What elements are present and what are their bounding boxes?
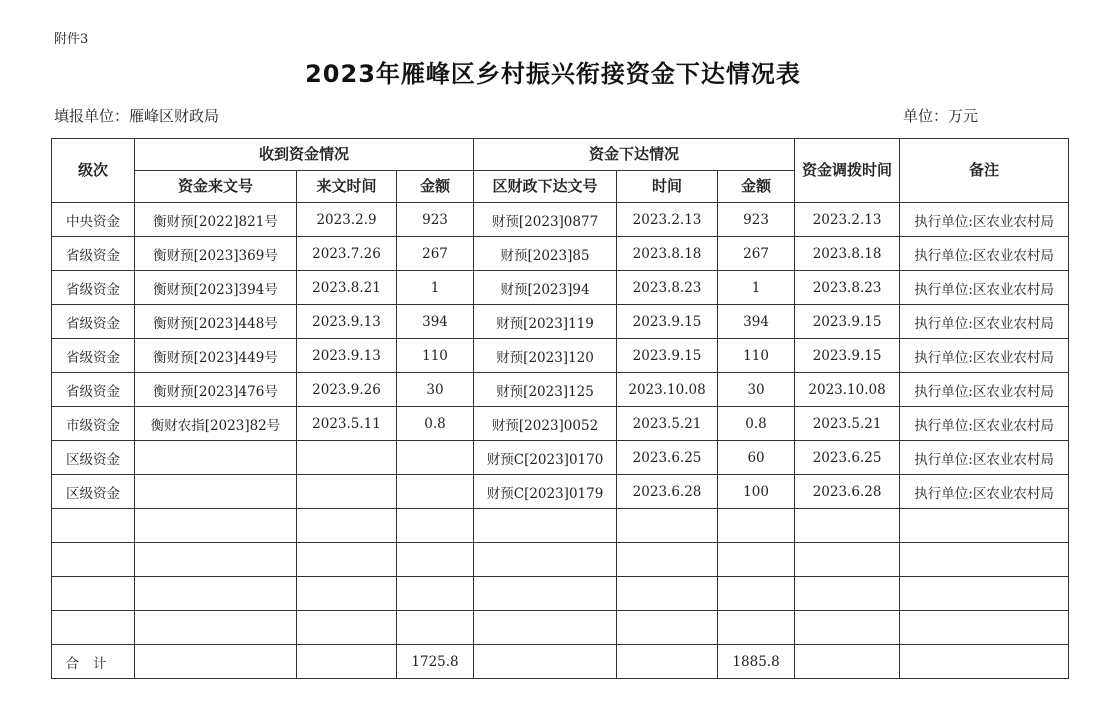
- cell-level: 省级资金: [52, 237, 135, 271]
- cell-level: 市级资金: [52, 407, 135, 441]
- cell-doc-no: [135, 577, 297, 611]
- cell-doc-time: [297, 543, 397, 577]
- cell-level: 中央资金: [52, 203, 135, 237]
- cell-issue-doc: 财预[2023]120: [474, 339, 617, 373]
- cell-issue-doc: [474, 645, 617, 679]
- header-level: 级次: [52, 139, 135, 203]
- cell-issue-time: 2023.2.13: [617, 203, 718, 237]
- cell-transfer-time: 2023.9.15: [795, 305, 900, 339]
- cell-issue-time: 2023.8.23: [617, 271, 718, 305]
- header-remark: 备注: [900, 139, 1069, 203]
- cell-amount: [397, 577, 474, 611]
- cell-issue-time: [617, 577, 718, 611]
- cell-issue-doc: 财预[2023]125: [474, 373, 617, 407]
- header-issue-time: 时间: [617, 171, 718, 203]
- cell-level: [52, 543, 135, 577]
- cell-amount: [397, 441, 474, 475]
- cell-issue-time: 2023.8.18: [617, 237, 718, 271]
- header-doc-time: 来文时间: [297, 171, 397, 203]
- cell-amount: 267: [397, 237, 474, 271]
- cell-issue-doc: 财预C[2023]0170: [474, 441, 617, 475]
- cell-amount: [397, 509, 474, 543]
- table-row: [52, 475, 1069, 509]
- table-row: [52, 373, 1069, 407]
- cell-level: 合计: [52, 645, 135, 679]
- cell-issue-doc: [474, 577, 617, 611]
- attachment-label: 附件3: [54, 32, 89, 47]
- cell-amount: [397, 543, 474, 577]
- table-row: [52, 611, 1069, 645]
- cell-transfer-time: 2023.10.08: [795, 373, 900, 407]
- cell-remark: 执行单位:区农业农村局: [900, 305, 1069, 339]
- table-body: [52, 203, 1069, 679]
- header-doc-no: 资金来文号: [135, 171, 297, 203]
- cell-remark: 执行单位:区农业农村局: [900, 271, 1069, 305]
- cell-remark: 执行单位:区农业农村局: [900, 237, 1069, 271]
- cell-doc-time: 2023.8.21: [297, 271, 397, 305]
- cell-doc-no: 衡财预[2023]448号: [135, 305, 297, 339]
- cell-doc-time: [297, 509, 397, 543]
- cell-issue-doc: 财预[2023]119: [474, 305, 617, 339]
- cell-level: 省级资金: [52, 339, 135, 373]
- cell-remark: 执行单位:区农业农村局: [900, 203, 1069, 237]
- cell-issue-doc: [474, 509, 617, 543]
- cell-doc-no: 衡财预[2022]821号: [135, 203, 297, 237]
- cell-doc-time: 2023.2.9: [297, 203, 397, 237]
- cell-issue-doc: 财预C[2023]0179: [474, 475, 617, 509]
- cell-transfer-time: 2023.8.18: [795, 237, 900, 271]
- cell-remark: 执行单位:区农业农村局: [900, 373, 1069, 407]
- cell-level: 区级资金: [52, 441, 135, 475]
- cell-remark: [900, 645, 1069, 679]
- cell-issue-doc: 财预[2023]0052: [474, 407, 617, 441]
- cell-level: 省级资金: [52, 373, 135, 407]
- table-row: [52, 339, 1069, 373]
- cell-remark: 执行单位:区农业农村局: [900, 407, 1069, 441]
- cell-remark: 执行单位:区农业农村局: [900, 339, 1069, 373]
- cell-issue-amount: 923: [718, 203, 795, 237]
- table-row: [52, 441, 1069, 475]
- cell-doc-no: [135, 441, 297, 475]
- table-row: [52, 271, 1069, 305]
- table-row: [52, 237, 1069, 271]
- cell-transfer-time: [795, 543, 900, 577]
- cell-issue-amount: 110: [718, 339, 795, 373]
- header-issue-doc: 区财政下达文号: [474, 171, 617, 203]
- cell-doc-no: [135, 645, 297, 679]
- cell-issue-amount: [718, 611, 795, 645]
- cell-transfer-time: [795, 611, 900, 645]
- cell-remark: [900, 509, 1069, 543]
- cell-doc-no: [135, 509, 297, 543]
- table-row: [52, 509, 1069, 543]
- cell-doc-time: 2023.5.11: [297, 407, 397, 441]
- header-received-group: 收到资金情况: [135, 139, 474, 171]
- filler-unit: 填报单位：雁峰区财政局: [54, 107, 220, 125]
- cell-doc-no: 衡财预[2023]449号: [135, 339, 297, 373]
- cell-amount: 110: [397, 339, 474, 373]
- unit-label: 单位：万元: [903, 107, 979, 125]
- cell-transfer-time: 2023.2.13: [795, 203, 900, 237]
- cell-remark: [900, 611, 1069, 645]
- cell-issue-time: [617, 611, 718, 645]
- cell-issue-amount: [718, 577, 795, 611]
- table-row: [52, 543, 1069, 577]
- cell-amount: [397, 611, 474, 645]
- cell-level: [52, 577, 135, 611]
- cell-issue-time: 2023.6.25: [617, 441, 718, 475]
- cell-issue-doc: 财预[2023]85: [474, 237, 617, 271]
- cell-doc-time: [297, 441, 397, 475]
- cell-issue-amount: [718, 509, 795, 543]
- cell-doc-time: 2023.7.26: [297, 237, 397, 271]
- cell-issue-time: 2023.10.08: [617, 373, 718, 407]
- cell-issue-amount: 60: [718, 441, 795, 475]
- cell-issue-doc: 财预[2023]0877: [474, 203, 617, 237]
- header-issue-amount: 金额: [718, 171, 795, 203]
- cell-transfer-time: [795, 645, 900, 679]
- cell-issue-time: 2023.6.28: [617, 475, 718, 509]
- cell-doc-time: [297, 475, 397, 509]
- cell-issue-amount: 100: [718, 475, 795, 509]
- cell-level: [52, 509, 135, 543]
- cell-remark: 执行单位:区农业农村局: [900, 441, 1069, 475]
- cell-amount: 1725.8: [397, 645, 474, 679]
- cell-transfer-time: 2023.9.15: [795, 339, 900, 373]
- cell-transfer-time: 2023.6.25: [795, 441, 900, 475]
- cell-amount: 1: [397, 271, 474, 305]
- cell-issue-amount: 1: [718, 271, 795, 305]
- cell-level: 省级资金: [52, 271, 135, 305]
- cell-issue-doc: [474, 543, 617, 577]
- cell-issue-doc: 财预[2023]94: [474, 271, 617, 305]
- cell-level: [52, 611, 135, 645]
- cell-amount: 394: [397, 305, 474, 339]
- total-row: [52, 645, 1069, 679]
- cell-issue-amount: 267: [718, 237, 795, 271]
- cell-issue-time: 2023.9.15: [617, 339, 718, 373]
- header-transfer-time: 资金调拨时间: [795, 139, 900, 203]
- cell-amount: 0.8: [397, 407, 474, 441]
- cell-doc-no: 衡财预[2023]369号: [135, 237, 297, 271]
- cell-level: 区级资金: [52, 475, 135, 509]
- cell-doc-no: 衡财预[2023]476号: [135, 373, 297, 407]
- cell-amount: 923: [397, 203, 474, 237]
- cell-issue-time: [617, 543, 718, 577]
- cell-doc-no: 衡财农指[2023]82号: [135, 407, 297, 441]
- cell-amount: 30: [397, 373, 474, 407]
- table-row: [52, 407, 1069, 441]
- cell-issue-time: [617, 645, 718, 679]
- cell-level: 省级资金: [52, 305, 135, 339]
- table-row: [52, 305, 1069, 339]
- cell-issue-amount: 1885.8: [718, 645, 795, 679]
- cell-transfer-time: 2023.8.23: [795, 271, 900, 305]
- cell-issue-amount: 394: [718, 305, 795, 339]
- cell-remark: [900, 543, 1069, 577]
- cell-doc-time: [297, 611, 397, 645]
- cell-remark: 执行单位:区农业农村局: [900, 475, 1069, 509]
- cell-doc-time: 2023.9.26: [297, 373, 397, 407]
- cell-doc-time: [297, 577, 397, 611]
- cell-issue-amount: [718, 543, 795, 577]
- cell-doc-time: 2023.9.13: [297, 339, 397, 373]
- cell-doc-time: 2023.9.13: [297, 305, 397, 339]
- cell-issue-time: 2023.5.21: [617, 407, 718, 441]
- header-issued-group: 资金下达情况: [474, 139, 795, 171]
- cell-transfer-time: [795, 577, 900, 611]
- cell-doc-time: [297, 645, 397, 679]
- cell-remark: [900, 577, 1069, 611]
- cell-doc-no: 衡财预[2023]394号: [135, 271, 297, 305]
- cell-issue-doc: [474, 611, 617, 645]
- cell-doc-no: [135, 611, 297, 645]
- cell-amount: [397, 475, 474, 509]
- funds-table: [51, 138, 1069, 679]
- cell-issue-amount: 30: [718, 373, 795, 407]
- cell-transfer-time: 2023.6.28: [795, 475, 900, 509]
- cell-doc-no: [135, 543, 297, 577]
- table-row: [52, 203, 1069, 237]
- cell-transfer-time: 2023.5.21: [795, 407, 900, 441]
- table-row: [52, 577, 1069, 611]
- cell-issue-time: [617, 509, 718, 543]
- cell-transfer-time: [795, 509, 900, 543]
- cell-doc-no: [135, 475, 297, 509]
- cell-issue-time: 2023.9.15: [617, 305, 718, 339]
- cell-issue-amount: 0.8: [718, 407, 795, 441]
- header-amount: 金额: [397, 171, 474, 203]
- page-title: 2023年雁峰区乡村振兴衔接资金下达情况表: [305, 60, 801, 88]
